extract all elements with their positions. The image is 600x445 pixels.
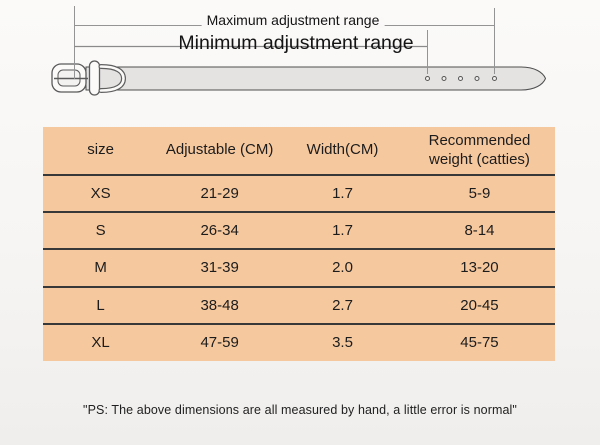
max-range-label: Maximum adjustment range <box>202 13 385 28</box>
cell-weight: 20-45 <box>460 296 499 314</box>
col-header-recommended-weight: Recommended weight (catties) <box>428 131 531 168</box>
cell-width: 1.7 <box>332 185 353 203</box>
cell-width: 3.5 <box>332 334 353 352</box>
col-header-width: Width(CM) <box>306 141 379 159</box>
cell-adjustable: 31-39 <box>200 259 239 277</box>
cell-width: 1.7 <box>332 222 353 240</box>
cell-adjustable: 26-34 <box>200 222 239 240</box>
cell-adjustable: 38-48 <box>200 296 239 314</box>
belt-keeper <box>90 61 100 95</box>
collar-diagram <box>0 0 600 122</box>
cell-weight: 8-14 <box>464 222 495 240</box>
col-header-adjustable: Adjustable (CM) <box>165 141 274 159</box>
table-header-row <box>43 127 555 175</box>
table-row-s <box>43 212 555 249</box>
cell-size: M <box>94 259 107 277</box>
cell-adjustable: 47-59 <box>200 334 239 352</box>
cell-size: XS <box>90 185 111 203</box>
size-table <box>43 127 555 361</box>
table-row-l <box>43 287 555 324</box>
table-row-m <box>43 249 555 286</box>
min-range-label: Minimum adjustment range <box>178 32 414 54</box>
cell-size: L <box>96 296 105 314</box>
cell-width: 2.7 <box>332 296 353 314</box>
table-row-xl <box>43 324 555 361</box>
cell-weight: 5-9 <box>468 185 491 203</box>
cell-adjustable: 21-29 <box>200 185 239 203</box>
cell-weight: 13-20 <box>460 259 499 277</box>
cell-size: S <box>95 222 106 240</box>
cell-width: 2.0 <box>332 259 353 277</box>
table-row-xs <box>43 175 555 212</box>
col-header-size: size <box>87 141 114 159</box>
cell-size: XL <box>91 334 110 352</box>
measurement-disclaimer: "PS: The above dimensions are all measured by hand, a little error is normal" <box>83 403 517 417</box>
cell-weight: 45-75 <box>460 334 499 352</box>
